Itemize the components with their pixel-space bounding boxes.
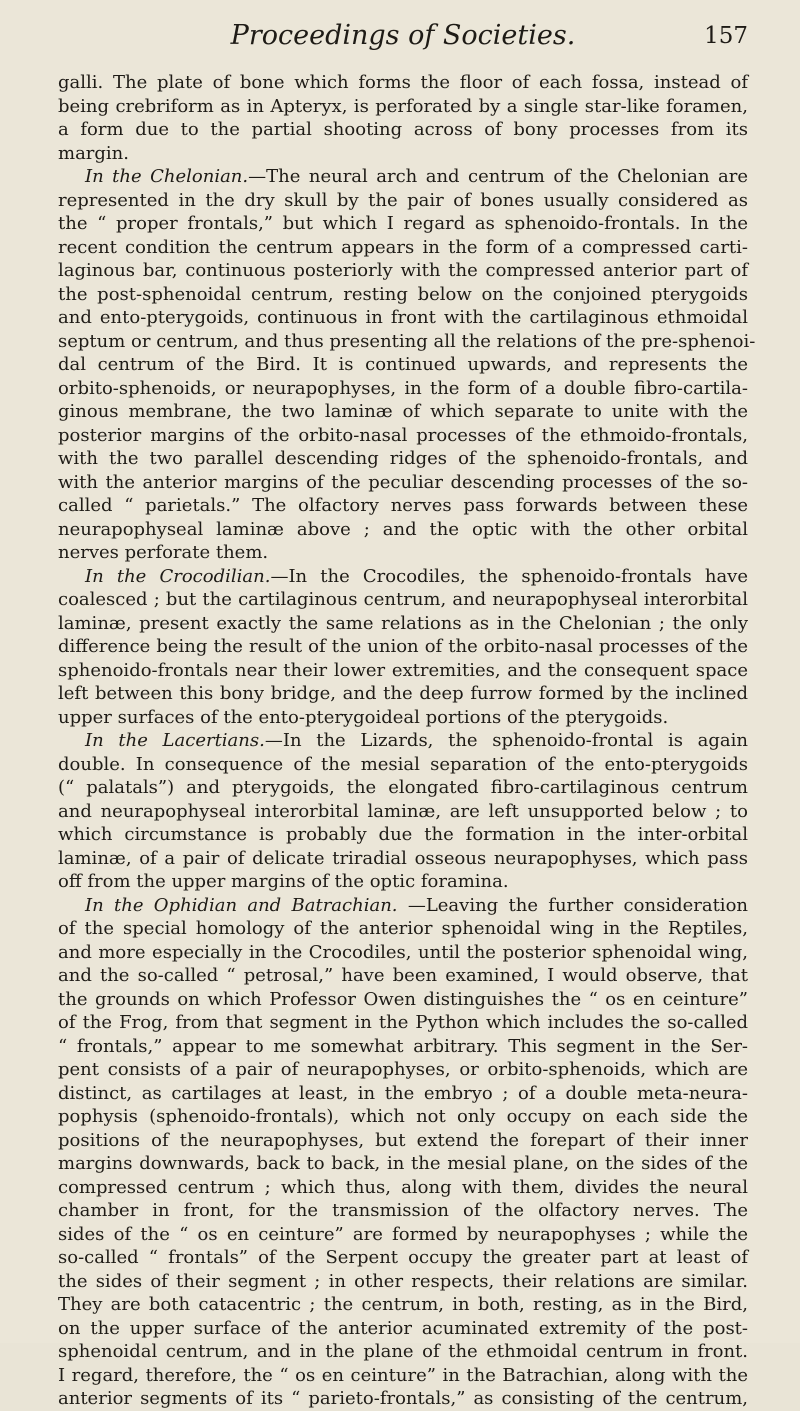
text-line: coalesced ; but the cartilaginous centrum, and neurapophyseal interorbital [58,589,748,610]
running-head [58,16,748,56]
text-line: posterior margins of the orbito-nasal processes of the ethmoido-frontals, [58,424,748,446]
text-line: double. In consequence of the mesial separation of the ento-pterygoids [58,753,748,775]
body-text [58,71,756,1411]
text-run: —Leaving the further consideration [397,894,748,916]
section-heading-lacertians: In the Lacertians. [85,730,265,751]
text-line: neurapophyseal laminæ above ; and the optic with the other orbital [58,518,748,540]
text-line: compressed centrum ; which thus, along with them, divides the neural [58,1176,748,1198]
text-run: —The neural arch and centrum of the Chelonian are [248,166,749,187]
text-line: and the so-called “ petrosal,” have been examined, I would observe, that [58,965,748,986]
text-line: chamber in front, for the transmission of the olfactory nerves. The [58,1200,748,1221]
text-line: on the upper surface of the anterior acuminated extremity of the post- [58,1317,748,1339]
text-line: laminæ, of a pair of delicate triradial osseous neurapophyses, which pass [58,847,748,869]
text-line: a form due to the partial shooting across of bony processes from its [58,119,748,140]
text-line: and neurapophyseal interorbital laminæ, are left unsupported below ; to [58,800,748,822]
text-line: sphenoidal centrum, and in the plane of the ethmoidal centrum in front. [58,1341,748,1362]
paragraph-chelonian [58,165,756,565]
text-line: positions of the neurapophyses, but extend the forepart of their inner [58,1129,748,1151]
text-line: and ento-pterygoids, continuous in front with the cartilaginous ethmoidal [58,307,748,328]
text-line: off from the upper margins of the optic foramina. [58,871,509,892]
text-line: called “ parietals.” The olfactory nerves pass forwards between these [58,495,748,516]
text-line: laginous bar, continuous posteriorly with the compressed anterior part of [58,260,748,281]
page-number: 157 [704,23,748,49]
text-line: the grounds on which Professor Owen distinguishes the “ os en ceinture” [58,988,748,1010]
paragraph-ophidian-batrachian [58,894,748,1411]
text-line: upper surfaces of the ento-pterygoideal portions of the pterygoids. [58,706,669,728]
text-line: with the anterior margins of the peculiar descending processes of the so- [58,471,748,493]
section-heading-chelonian: In the Chelonian. [85,166,249,187]
text-line: They are both catacentric ; the centrum, in both, resting, as in the Bird, [58,1294,748,1315]
text-line [58,729,748,753]
text-line [58,894,748,918]
text-line: septum or centrum, and thus presenting all the relations of the pre-sphenoi- [58,330,756,352]
text-line: so-called “ frontals” of the Serpent occupy the greater part at least of [58,1247,748,1268]
text-line: with the two parallel descending ridges of the sphenoido-frontals, and [58,448,748,469]
paragraph-lacertians [58,729,748,894]
text-line: and more especially in the Crocodiles, until the posterior sphenoidal wing, [58,941,748,963]
section-heading-crocodilian: In the Crocodilian. [85,565,271,587]
text-line: sides of the “ os en ceinture” are formed by neurapophyses ; while the [58,1223,748,1245]
text-line: anterior segments of its “ parieto-frontals,” as consisting of the centrum, [58,1388,748,1409]
text-line: recent condition the centrum appears in the form of a compressed carti- [58,236,748,258]
text-run: —In the Crocodiles, the sphenoido-frontals have [270,565,748,587]
text-line: which circumstance is probably due the formation in the inter-orbital [58,824,748,845]
text-line: I regard, therefore, the “ os en ceinture” in the Batrachian, along with the [58,1364,748,1386]
text-line: dal centrum of the Bird. It is continued upwards, and represents the [58,354,748,375]
paragraph-continuation [58,71,748,165]
text-line: margin. [58,142,129,164]
text-line: galli. The plate of bone which forms the floor of each fossa, instead of [58,72,748,93]
text-line [58,165,748,189]
text-line: orbito-sphenoids, or neurapophyses, in the form of a double fibro-cartila- [58,377,748,399]
text-line: distinct, as cartilages at least, in the embryo ; of a double meta-neura- [58,1082,748,1104]
text-line: laminæ, present exactly the same relations as in the Chelonian ; the only [58,612,748,634]
text-line: left between this bony bridge, and the deep furrow formed by the inclined [58,683,748,704]
paragraph-crocodilian [58,565,748,730]
text-line: margins downwards, back to back, in the mesial plane, on the sides of the [58,1153,748,1174]
text-line: the sides of their segment ; in other respects, their relations are similar. [58,1270,748,1292]
text-line: pent consists of a pair of neurapophyses, or orbito-sphenoids, which are [58,1059,748,1080]
text-line: “ frontals,” appear to me somewhat arbitrary. This segment in the Ser- [58,1035,748,1057]
text-line: being crebriform as in Apteryx, is perforated by a single star-like foramen, [58,95,748,117]
text-line: (“ palatals”) and pterygoids, the elongated fibro-cartilaginous centrum [58,777,748,798]
section-heading-ophidian-batrachian: In the Ophidian and Batrachian. [85,894,398,916]
text-line: ginous membrane, the two laminæ of which separate to unite with the [58,401,748,422]
text-line: the “ proper frontals,” but which I regard as sphenoido-frontals. In the [58,213,748,234]
text-line: pophysis (sphenoido-frontals), which not only occupy on each side the [58,1106,748,1127]
text-line: the post-sphenoidal centrum, resting below on the conjoined pterygoids [58,283,748,305]
text-line: of the Frog, from that segment in the Python which includes the so-called [58,1012,748,1033]
text-line [58,565,748,589]
text-run: —In the Lizards, the sphenoido-frontal is again [264,730,748,751]
text-line: difference being the result of the union of the orbito-nasal processes of the [58,636,748,657]
text-line: of the special homology of the anterior sphenoidal wing in the Reptiles, [58,918,748,939]
text-line: nerves perforate them. [58,542,269,563]
text-line: sphenoido-frontals near their lower extremities, and the consequent space [58,659,748,681]
text-line: represented in the dry skull by the pair of bones usually considered as [58,189,748,211]
running-title: Proceedings of Societies. [230,20,576,51]
